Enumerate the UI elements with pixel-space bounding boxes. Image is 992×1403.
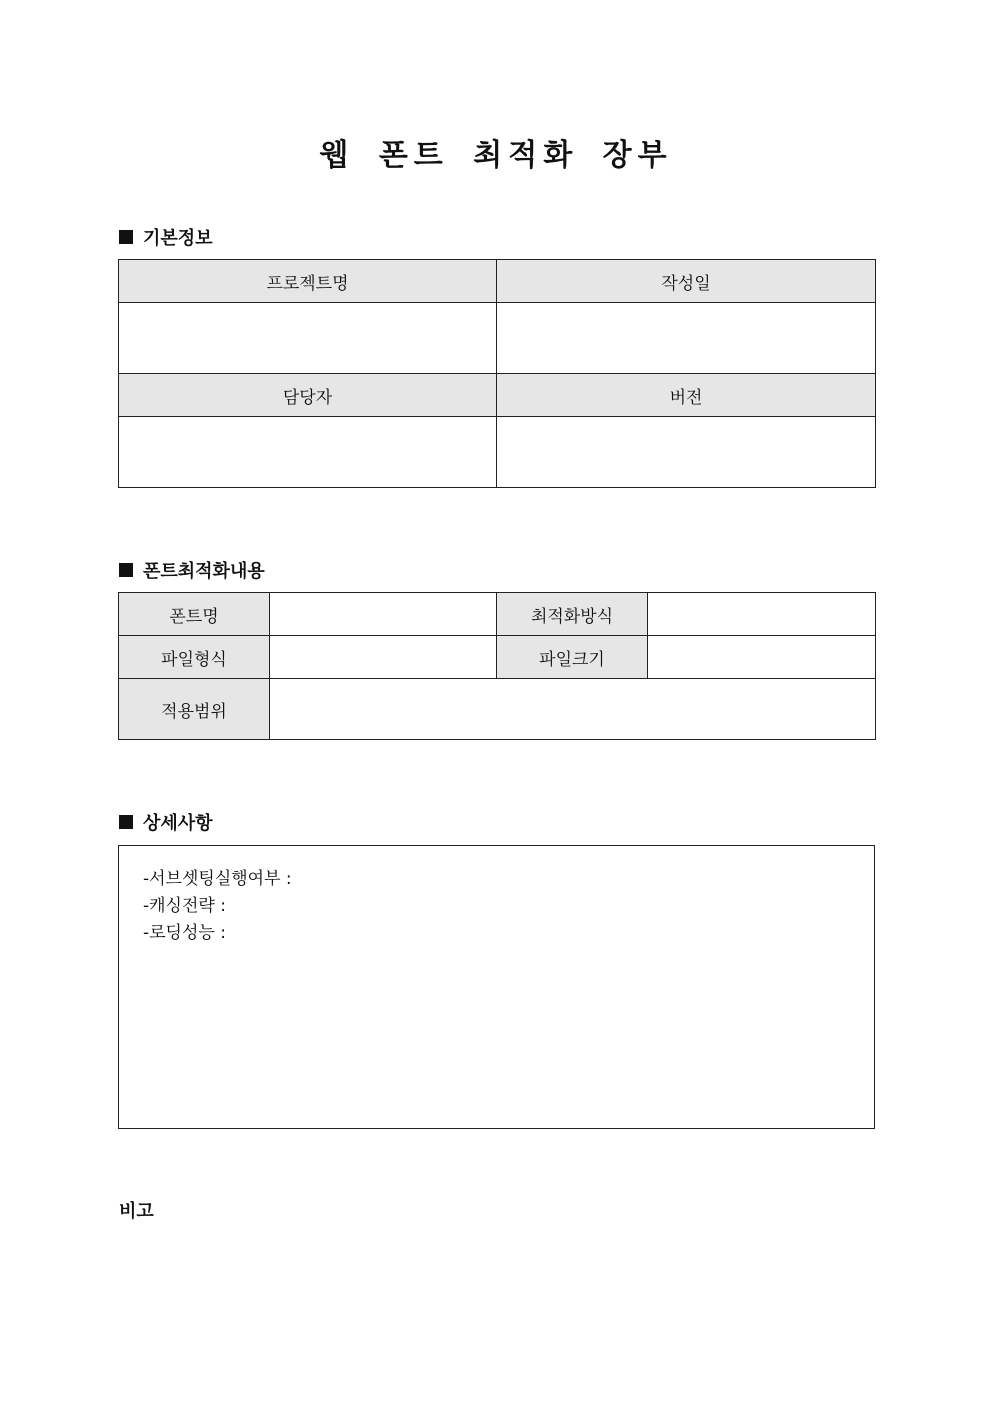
- document-title: 웹 폰트 최적화 장부: [319, 138, 673, 173]
- section-heading-details: [119, 809, 213, 835]
- date-header: 작성일: [497, 260, 876, 303]
- font-name-label: 폰트명: [119, 593, 270, 636]
- version-field[interactable]: [497, 417, 876, 488]
- manager-field[interactable]: [119, 417, 497, 488]
- square-bullet-icon: [119, 563, 133, 577]
- manager-header: 담당자: [119, 374, 497, 417]
- square-bullet-icon: [119, 815, 133, 829]
- detail-line-caching: -캐싱전략 :: [143, 896, 226, 916]
- section-heading-basic-info: [119, 224, 213, 250]
- detail-line-loading: -로딩성능 :: [143, 923, 226, 943]
- optimization-table: [118, 592, 876, 740]
- file-format-field[interactable]: [270, 636, 497, 679]
- section-heading-label: 상세사항: [143, 813, 213, 834]
- version-header: 버전: [497, 374, 876, 417]
- remarks-label: 비고: [119, 1201, 154, 1222]
- project-name-field[interactable]: [119, 303, 497, 374]
- detail-line-subsetting: -서브셋팅실행여부 :: [143, 869, 292, 889]
- font-name-field[interactable]: [270, 593, 497, 636]
- file-format-label: 파일형식: [119, 636, 270, 679]
- file-size-label: 파일크기: [497, 636, 648, 679]
- section-heading-optimization: [119, 557, 265, 583]
- optimization-method-label: 최적화방식: [497, 593, 648, 636]
- details-box[interactable]: [118, 845, 875, 1129]
- scope-field[interactable]: [270, 679, 876, 740]
- file-size-field[interactable]: [648, 636, 876, 679]
- section-heading-label: 기본정보: [143, 228, 213, 249]
- basic-info-table: [118, 259, 876, 488]
- project-name-header: 프로젝트명: [119, 260, 497, 303]
- date-field[interactable]: [497, 303, 876, 374]
- section-heading-label: 폰트최적화내용: [143, 561, 265, 582]
- optimization-method-field[interactable]: [648, 593, 876, 636]
- square-bullet-icon: [119, 230, 133, 244]
- scope-label: 적용범위: [119, 679, 270, 740]
